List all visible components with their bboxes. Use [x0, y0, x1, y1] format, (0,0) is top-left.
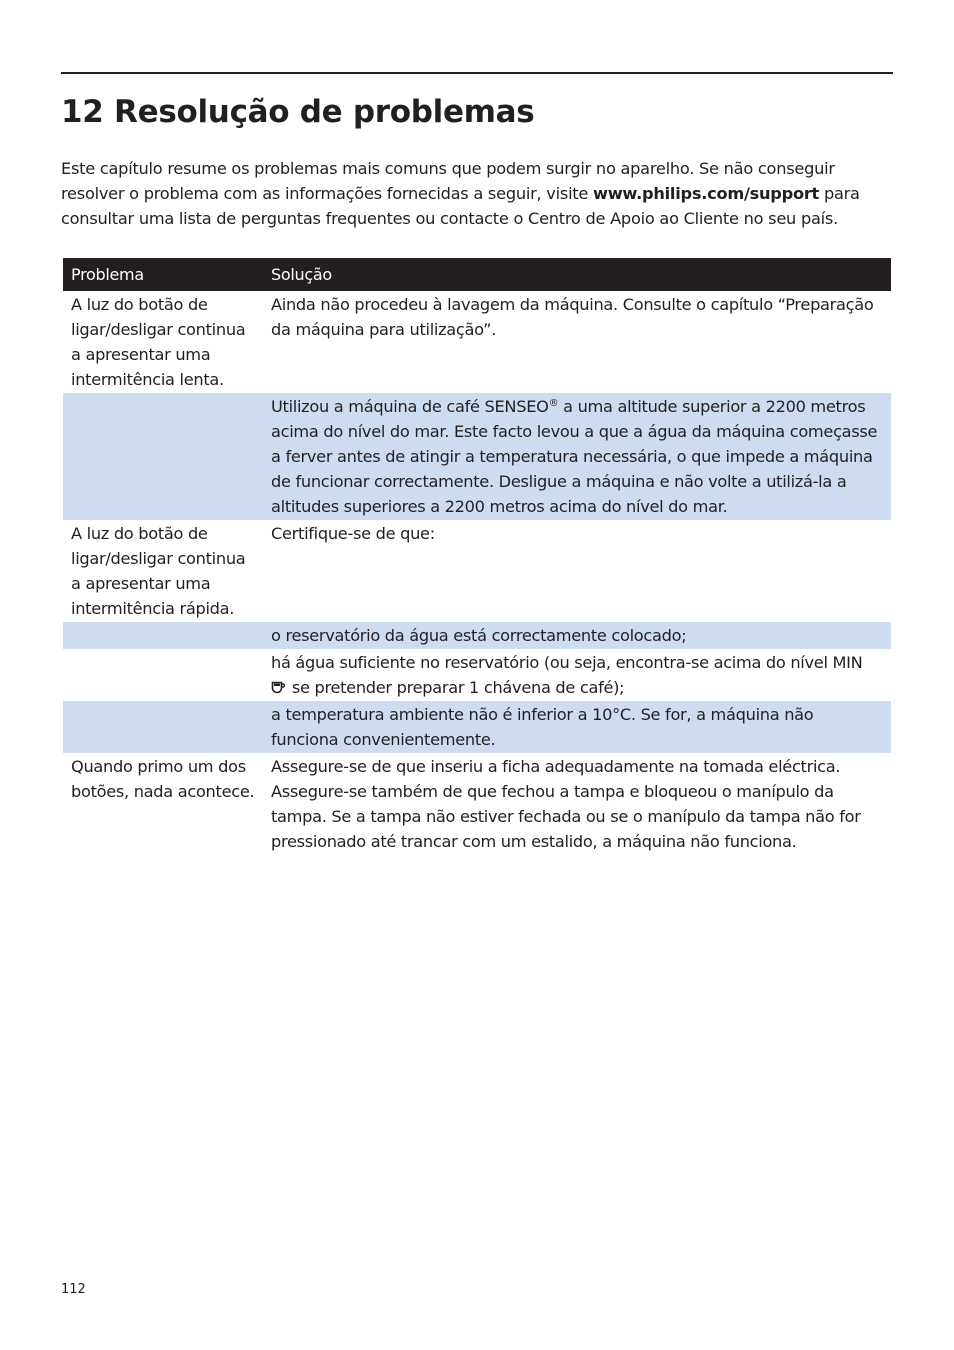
problem-cell	[63, 701, 263, 753]
problem-cell	[63, 393, 263, 520]
table-row	[63, 393, 891, 520]
problem-cell: A luz do botão de ligar/desligar continua a apresentar uma intermitência lenta.	[71, 295, 246, 389]
table-row	[63, 291, 891, 393]
solution-text-before: Utilizou a máquina de café SENSEO	[271, 397, 549, 416]
cup-icon	[271, 676, 285, 689]
support-link[interactable]: www.philips.com/support	[593, 184, 820, 203]
solution-cell: Assegure-se de que inseriu a ficha adequadamente na tomada eléctrica. Assegure-se também de que fechou a tampa e bloqueou o manípulo da tampa. Se a tampa não estiver fechada ou se o manípulo da tampa não for pressionado até trancar com um estalido, a máquina não funciona.	[271, 757, 861, 851]
solution-text-after: se pretender preparar 1 chávena de café);	[287, 678, 625, 697]
table-row	[63, 701, 891, 753]
table-row	[63, 520, 891, 622]
problem-cell: A luz do botão de ligar/desligar continua a apresentar uma intermitência rápida.	[71, 524, 246, 618]
solution-text-before: há água suficiente no reservatório (ou seja, encontra-se acima do nível MIN	[271, 653, 863, 672]
solution-cell: a temperatura ambiente não é inferior a 10°C. Se for, a máquina não funciona convenientemente.	[263, 701, 891, 753]
top-rule	[61, 72, 893, 74]
table-header-row	[63, 258, 891, 291]
intro-text-after: para consultar uma lista de perguntas frequentes ou contacte o Centro de Apoio ao Cliente no seu país.	[61, 184, 860, 228]
solution-cell	[263, 649, 891, 701]
problem-cell: Quando primo um dos botões, nada acontece.	[71, 757, 255, 801]
column-header-solution: Solução	[263, 258, 891, 291]
table-row	[63, 753, 891, 855]
problem-cell	[63, 622, 263, 649]
intro-text-before: Este capítulo resume os problemas mais comuns que podem surgir no aparelho. Se não conseguir resolver o problema com as informações fornecidas a seguir, visite	[61, 159, 835, 203]
page-title: 12 Resolução de problemas	[61, 94, 535, 130]
column-header-problem: Problema	[63, 258, 263, 291]
table-row	[63, 622, 891, 649]
solution-text-after: a uma altitude superior a 2200 metros acima do nível do mar. Este facto levou a que a água da máquina começasse a ferver antes de atingir a temperatura necessária, o que impede a máquina de funcionar correctamente. Desligue a máquina e não volte a utilizá-la a altitudes superiores a 2200 metros acima do nível do mar.	[271, 397, 878, 516]
troubleshooting-table	[63, 258, 891, 855]
table-row	[63, 649, 891, 701]
intro-paragraph	[61, 156, 893, 231]
registered-mark: ®	[548, 398, 559, 409]
problem-cell	[63, 649, 263, 701]
page-number: 112	[61, 1282, 86, 1297]
solution-cell: Ainda não procedeu à lavagem da máquina. Consulte o capítulo “Preparação da máquina para utilização”.	[271, 295, 874, 339]
solution-cell: o reservatório da água está correctamente colocado;	[263, 622, 891, 649]
solution-cell	[263, 393, 891, 520]
solution-cell: Certifique-se de que:	[271, 524, 435, 543]
